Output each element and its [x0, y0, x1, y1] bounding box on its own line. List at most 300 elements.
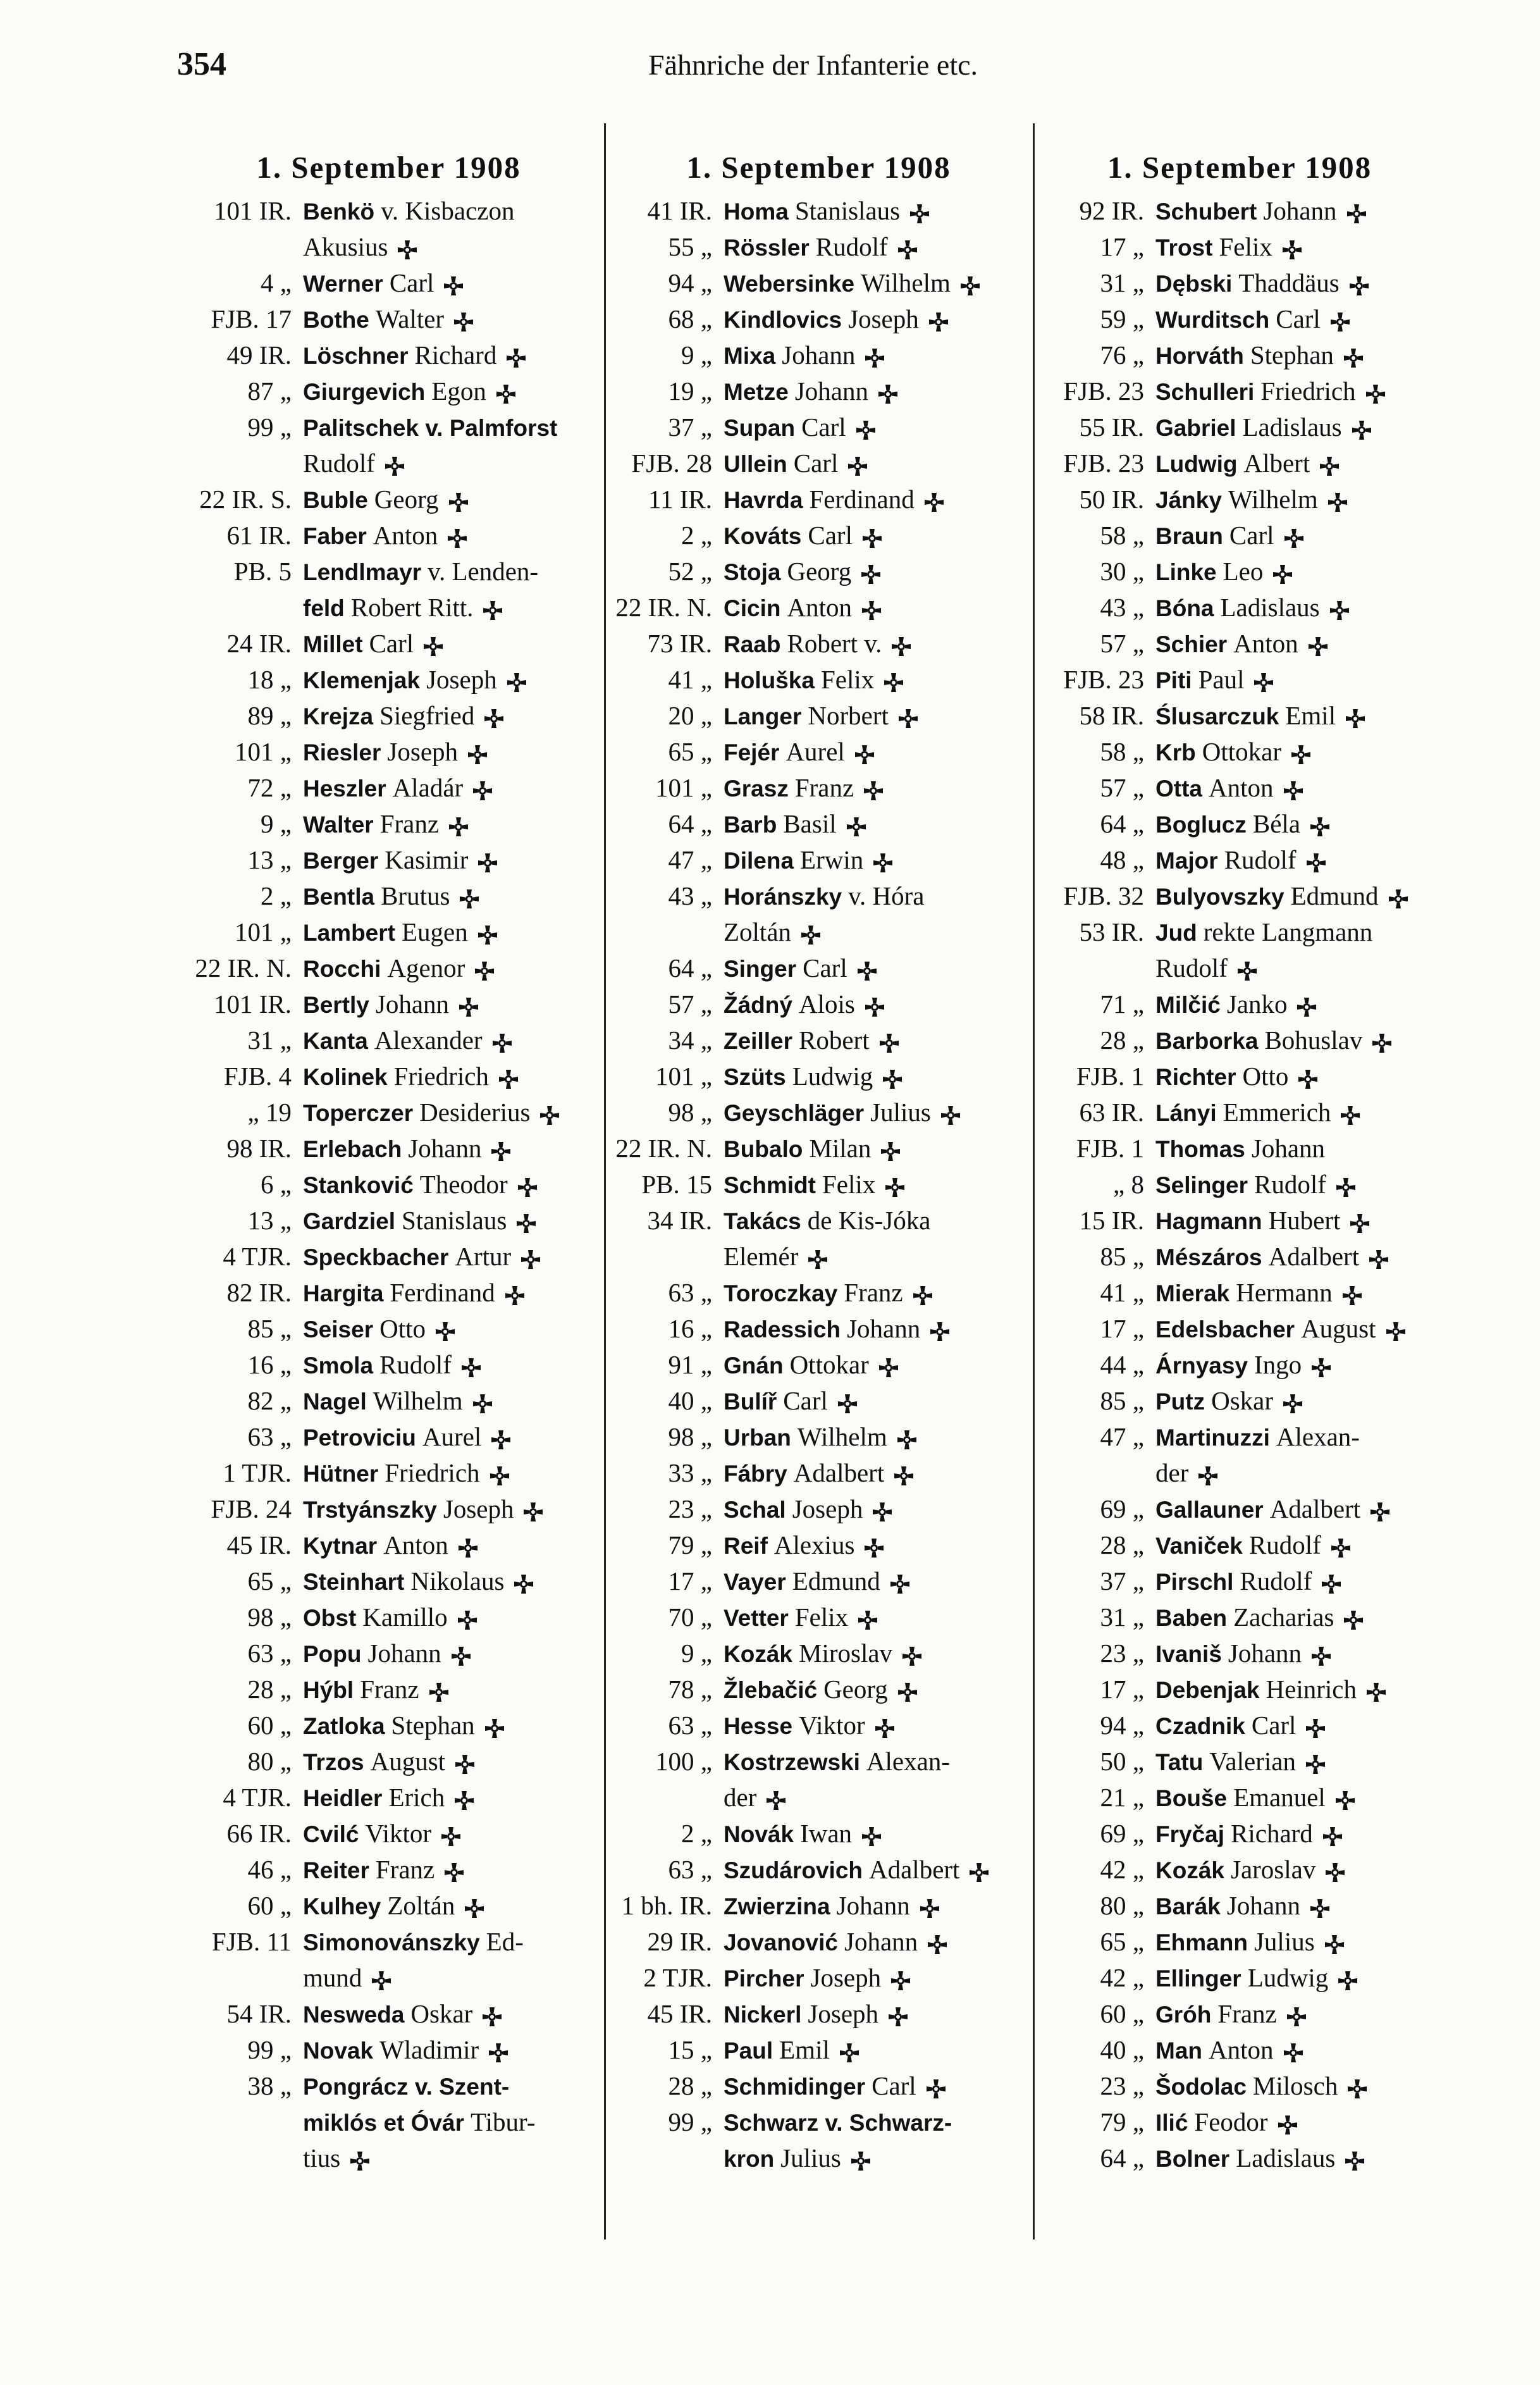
entry-row — [615, 1491, 1023, 1527]
merit-cross-icon — [1385, 1321, 1407, 1342]
person-name — [303, 1852, 593, 1888]
given-name: Wladimir — [379, 2035, 479, 2064]
merit-cross-icon — [491, 1032, 513, 1054]
merit-cross-icon — [1329, 600, 1350, 621]
surname: Faber — [303, 523, 367, 549]
merit-cross-icon — [1344, 2150, 1365, 2172]
surname: Kolinek — [303, 1064, 388, 1090]
given-name: Akusius — [303, 232, 388, 261]
surname: Szudárovich — [724, 1857, 863, 1883]
entry-row — [1040, 1311, 1439, 1347]
unit-label: 2 „ — [681, 1819, 712, 1848]
person-name — [724, 373, 1023, 409]
unit-label: 41 IR. — [647, 196, 712, 225]
merit-cross-icon — [912, 1285, 933, 1306]
merit-cross-icon — [477, 852, 498, 874]
merit-cross-icon — [854, 744, 875, 765]
person-name — [1155, 1744, 1439, 1780]
unit-label: FJB. 23 — [1063, 376, 1144, 406]
merit-cross-icon — [1310, 1645, 1332, 1667]
surname: Zwierzina — [724, 1893, 830, 1919]
person-name — [1155, 265, 1439, 301]
running-title: Fähnriche der Infanterie etc. — [648, 49, 978, 81]
person-name — [303, 1131, 593, 1167]
surname: Trost — [1155, 235, 1213, 261]
entry-row — [615, 1635, 1023, 1671]
unit-label: 30 „ — [1100, 557, 1144, 586]
given-name: Felix — [820, 665, 875, 694]
unit-label: 24 IR. — [226, 629, 292, 658]
entry-row — [185, 1275, 593, 1311]
merit-cross-icon — [878, 1357, 899, 1378]
entry-row — [615, 698, 1023, 734]
person-name — [1155, 1275, 1439, 1311]
person-name — [303, 1816, 593, 1852]
column-heading: 1. September 1908 — [256, 150, 521, 185]
merit-cross-icon — [1197, 1465, 1219, 1487]
unit-label: 58 „ — [1100, 521, 1144, 550]
column-2 — [615, 142, 1023, 2176]
unit-label: 50 IR. — [1079, 485, 1144, 514]
surname: Hagmann — [1155, 1208, 1262, 1234]
given-name: Felix — [822, 1170, 876, 1199]
merit-cross-icon — [522, 1501, 544, 1523]
given-name: Rudolf — [379, 1350, 452, 1379]
unit-label: 6 „ — [261, 1170, 292, 1199]
person-name — [303, 1347, 593, 1383]
surname: Ehmann — [1155, 1930, 1248, 1955]
given-name: Joseph — [810, 1963, 882, 1992]
given-name: Julius — [780, 2143, 841, 2172]
person-name — [1155, 1239, 1439, 1275]
given-name: Franz — [379, 809, 440, 838]
unit-label: 99 „ — [247, 2035, 292, 2064]
surname: Hargita — [303, 1280, 384, 1306]
entry-row — [1040, 1167, 1439, 1203]
given-name: Franz — [794, 773, 854, 802]
merit-cross-icon — [495, 383, 517, 405]
surname: Gróh — [1155, 2002, 1212, 2028]
given-name: der — [1155, 1458, 1189, 1487]
merit-cross-icon — [959, 275, 981, 297]
surname: Riesler — [303, 740, 381, 765]
merit-cross-icon — [1329, 311, 1351, 333]
unit-label: 82 IR. — [226, 1278, 292, 1307]
merit-cross-icon — [800, 924, 822, 946]
merit-cross-icon — [349, 2150, 371, 2172]
given-name: de Kis-Jóka — [807, 1206, 931, 1235]
surname: Otta — [1155, 776, 1202, 802]
surname: Krejza — [303, 703, 374, 729]
entry-row — [185, 1347, 593, 1383]
person-name — [724, 590, 1023, 626]
unit-label: 98 IR. — [226, 1134, 292, 1163]
merit-cross-icon — [919, 1898, 940, 1919]
given-name: Stanislaus — [794, 196, 901, 225]
given-name: Carl — [1276, 304, 1321, 333]
person-name — [1155, 590, 1439, 626]
person-name — [724, 770, 1023, 806]
surname: Bentla — [303, 884, 375, 910]
given-name: Brutus — [381, 881, 450, 910]
surname: Kozák — [1155, 1857, 1224, 1883]
entry-row — [615, 193, 1023, 229]
entry-row — [185, 626, 593, 662]
given-name: Johann — [1228, 1639, 1302, 1668]
given-name: mund — [303, 1963, 362, 1992]
entry-row — [1040, 2140, 1439, 2176]
surname: Paul — [724, 2038, 773, 2064]
merit-cross-icon — [1283, 780, 1304, 802]
merit-cross-icon — [1283, 528, 1305, 549]
merit-cross-icon — [1297, 1069, 1319, 1090]
entry-row — [1040, 1094, 1439, 1131]
unit-label: 22 IR. N. — [195, 953, 292, 982]
given-name: Leo — [1223, 557, 1264, 586]
unit-label: FJB. 28 — [631, 449, 712, 478]
page-number: 354 — [177, 46, 226, 82]
given-name: Ludwig — [1247, 1963, 1329, 1992]
unit-label: 38 „ — [247, 2071, 292, 2100]
surname: Popu — [303, 1641, 362, 1667]
person-name — [303, 409, 593, 445]
merit-cross-icon — [1371, 1032, 1393, 1054]
entry-continuation — [185, 229, 593, 265]
entry-row — [615, 1275, 1023, 1311]
merit-cross-icon — [481, 2006, 503, 2028]
entry-row — [185, 1599, 593, 1635]
person-name — [303, 1888, 593, 1924]
person-name — [1155, 662, 1439, 698]
surname: Lendlmayr — [303, 559, 422, 585]
surname: Linke — [1155, 559, 1217, 585]
surname: Pongrácz v. Szent- — [303, 2074, 510, 2100]
merit-cross-icon — [448, 492, 469, 513]
person-name — [303, 481, 593, 517]
merit-cross-icon — [878, 1032, 900, 1054]
person-name — [724, 1599, 1023, 1635]
entry-row — [185, 698, 593, 734]
unit-label: 82 „ — [247, 1386, 292, 1415]
surname: Schal — [724, 1497, 786, 1523]
person-name — [1155, 1347, 1439, 1383]
person-name — [724, 229, 1023, 265]
person-name — [1155, 229, 1439, 265]
surname: Bertly — [303, 992, 369, 1018]
surname: Seiser — [303, 1316, 374, 1342]
given-name: Iwan — [800, 1819, 853, 1848]
person-name — [303, 2140, 593, 2176]
unit-label: FJB. 23 — [1063, 665, 1144, 694]
entry-row — [1040, 1599, 1439, 1635]
unit-label: 94 „ — [1100, 1711, 1144, 1740]
unit-label: 63 „ — [247, 1639, 292, 1668]
given-name: Erwin — [800, 845, 864, 874]
column-heading: 1. September 1908 — [686, 150, 951, 185]
entry-row — [615, 1527, 1023, 1563]
unit-label: 60 „ — [247, 1891, 292, 1920]
entry-row — [1040, 698, 1439, 734]
merit-cross-icon — [850, 2150, 872, 2172]
column-3 — [1040, 142, 1439, 2176]
surname: Petroviciu — [303, 1425, 416, 1451]
merit-cross-icon — [1369, 1501, 1391, 1523]
surname: Vayer — [724, 1569, 786, 1595]
unit-label: 28 „ — [247, 1675, 292, 1704]
unit-label: 57 „ — [668, 989, 712, 1019]
entry-row — [615, 734, 1023, 770]
entry-row — [1040, 1491, 1439, 1527]
merit-cross-icon — [443, 1862, 465, 1883]
entry-row — [1040, 1383, 1439, 1419]
surname: Gabriel — [1155, 415, 1236, 441]
entry-row — [185, 1671, 593, 1707]
surname: Jud — [1155, 920, 1197, 946]
person-name — [724, 1924, 1023, 1960]
surname: Árnyasy — [1155, 1353, 1248, 1378]
entry-row — [1040, 1635, 1439, 1671]
merit-cross-icon — [1322, 1826, 1343, 1847]
entry-row — [615, 1347, 1023, 1383]
merit-cross-icon — [488, 2042, 509, 2064]
unit-label: 43 „ — [668, 881, 712, 910]
surname: Reif — [724, 1533, 768, 1559]
given-name: Franz — [375, 1855, 435, 1884]
unit-label — [615, 1239, 724, 1275]
person-name — [303, 626, 593, 662]
merit-cross-icon — [434, 1321, 456, 1342]
surname: Pirschl — [1155, 1569, 1234, 1595]
given-name: Robert — [799, 1025, 870, 1055]
unit-label: 87 „ — [247, 376, 292, 406]
person-name — [1155, 409, 1439, 445]
merit-cross-icon — [890, 1970, 911, 1992]
given-name: Oskar — [410, 1999, 473, 2028]
given-name: August — [1301, 1314, 1376, 1343]
given-name: Béla — [1252, 809, 1301, 838]
given-name: Friedrich — [1260, 376, 1356, 406]
given-name: Johann — [1263, 196, 1337, 225]
given-name: Milan — [809, 1134, 872, 1163]
person-name — [1155, 1563, 1439, 1599]
person-name — [724, 1383, 1023, 1419]
unit-label: 17 „ — [668, 1566, 712, 1595]
surname: Rocchi — [303, 956, 381, 982]
given-name: August — [370, 1747, 446, 1776]
surname: Cvilć — [303, 1821, 359, 1847]
merit-cross-icon — [1340, 1105, 1361, 1126]
surname: Zatloka — [303, 1713, 385, 1739]
entry-row — [615, 2032, 1023, 2068]
given-name: Ottokar — [789, 1350, 869, 1379]
entry-row — [615, 1022, 1023, 1058]
entry-row — [185, 1924, 593, 1960]
surname: Mészáros — [1155, 1244, 1262, 1270]
entry-row — [615, 409, 1023, 445]
merit-cross-icon — [1309, 816, 1331, 838]
entry-row — [185, 1383, 593, 1419]
person-name — [303, 1671, 593, 1707]
merit-cross-icon — [839, 2042, 860, 2064]
entry-row — [185, 986, 593, 1022]
unit-label — [185, 1960, 303, 1996]
person-name — [724, 1744, 1023, 1780]
unit-label: 31 „ — [247, 1025, 292, 1055]
person-name — [303, 698, 593, 734]
merit-cross-icon — [460, 1357, 482, 1378]
entry-row — [1040, 1780, 1439, 1816]
surname: Schmidt — [724, 1172, 816, 1198]
surname: Radessich — [724, 1316, 841, 1342]
entry-row — [185, 1167, 593, 1203]
entry-continuation — [185, 2104, 593, 2140]
entry-row — [185, 842, 593, 878]
unit-label: 28 „ — [668, 2071, 712, 2100]
surname: Jánky — [1155, 487, 1222, 513]
surname: Ślusarczuk — [1155, 703, 1279, 729]
surname: Wurditsch — [1155, 307, 1270, 333]
entry-row — [615, 481, 1023, 517]
unit-label: 4 TJR. — [223, 1783, 292, 1812]
unit-label: 13 „ — [247, 845, 292, 874]
entry-row — [615, 590, 1023, 626]
given-name: Agenor — [387, 953, 465, 982]
unit-label: 43 „ — [1100, 593, 1144, 622]
surname: Klemenjak — [303, 667, 421, 693]
merit-cross-icon — [846, 816, 867, 838]
entry-row — [1040, 1671, 1439, 1707]
given-name: Kamillo — [362, 1602, 448, 1632]
merit-cross-icon — [923, 492, 945, 513]
unit-label: 40 „ — [1100, 2035, 1144, 2064]
person-name — [724, 517, 1023, 554]
entry-row — [615, 1707, 1023, 1744]
page-header — [177, 46, 1442, 96]
entry-row — [1040, 1852, 1439, 1888]
entry-row — [615, 1311, 1023, 1347]
given-name: Anton — [1209, 2035, 1274, 2064]
given-name: Emil — [779, 2035, 830, 2064]
person-name — [724, 2104, 1023, 2140]
entry-row — [1040, 229, 1439, 265]
given-name: Erich — [388, 1783, 445, 1812]
surname: Cicin — [724, 595, 781, 621]
person-name — [303, 1599, 593, 1635]
surname: Grasz — [724, 776, 789, 802]
surname: Stanković — [303, 1172, 414, 1198]
merit-cross-icon — [472, 780, 493, 802]
given-name: Viktor — [365, 1819, 432, 1848]
unit-label: 22 IR. S. — [199, 485, 292, 514]
merit-cross-icon — [1324, 1862, 1346, 1883]
merit-cross-icon — [861, 1826, 882, 1847]
entry-row — [615, 1563, 1023, 1599]
entry-row — [615, 1094, 1023, 1131]
merit-cross-icon — [1307, 636, 1329, 657]
person-name — [303, 914, 593, 950]
unit-label: 42 „ — [1100, 1855, 1144, 1884]
surname: Homa — [724, 199, 789, 225]
person-name — [1155, 1527, 1439, 1563]
entry-row — [615, 229, 1023, 265]
surname: Piti — [1155, 667, 1192, 693]
merit-cross-icon — [1272, 564, 1293, 585]
surname: Speckbacher — [303, 1244, 449, 1270]
given-name: Siegfried — [379, 701, 475, 730]
merit-cross-icon — [1310, 1357, 1332, 1378]
unit-label: 17 „ — [1100, 232, 1144, 261]
entry-row — [615, 1671, 1023, 1707]
given-name: Rudolf — [1248, 1530, 1321, 1559]
entry-row — [185, 1816, 593, 1852]
unit-label: 4 TJR. — [223, 1242, 292, 1271]
given-name: Rudolf — [1240, 1566, 1312, 1595]
given-name: Emil — [1285, 701, 1336, 730]
entry-row — [185, 1239, 593, 1275]
person-name — [303, 1239, 593, 1275]
unit-label: 98 „ — [247, 1602, 292, 1632]
unit-label: 85 „ — [247, 1314, 292, 1343]
person-name — [1155, 1996, 1439, 2032]
person-name — [303, 1527, 593, 1563]
person-name — [303, 554, 593, 590]
person-name — [303, 950, 593, 986]
merit-cross-icon — [498, 1069, 519, 1090]
unit-label: 23 „ — [668, 1494, 712, 1523]
surname: Pircher — [724, 1966, 804, 1992]
entry-row — [1040, 265, 1439, 301]
unit-label: 47 „ — [668, 845, 712, 874]
surname: Lányi — [1155, 1100, 1217, 1126]
unit-label: FJB. 11 — [211, 1927, 292, 1956]
given-name: Rudolf — [303, 449, 375, 478]
given-name: Zacharias — [1233, 1602, 1334, 1632]
merit-cross-icon — [454, 1754, 476, 1775]
unit-label: 69 „ — [1100, 1819, 1144, 1848]
entry-row — [615, 2068, 1023, 2104]
unit-label — [1040, 1455, 1155, 1491]
given-name: Richard — [1231, 1819, 1313, 1848]
entry-row — [1040, 662, 1439, 698]
unit-label: 76 „ — [1100, 340, 1144, 369]
unit-label: FJB. 4 — [223, 1062, 292, 1091]
unit-label: 60 „ — [1100, 1999, 1144, 2028]
unit-label: 15 „ — [668, 2035, 712, 2064]
person-name — [1155, 1311, 1439, 1347]
entry-row — [1040, 1239, 1439, 1275]
unit-label: 64 „ — [668, 953, 712, 982]
given-name: Stephan — [1250, 340, 1334, 369]
person-name — [303, 590, 593, 626]
given-name: tius — [303, 2143, 341, 2172]
given-name: Carl — [803, 953, 847, 982]
unit-label: 33 „ — [668, 1458, 712, 1487]
surname: Bulíř — [724, 1389, 777, 1415]
person-name — [724, 554, 1023, 590]
given-name: Janko — [1226, 989, 1288, 1019]
merit-cross-icon — [453, 1790, 475, 1811]
person-name — [303, 770, 593, 806]
merit-cross-icon — [864, 996, 885, 1018]
entry-row — [185, 1744, 593, 1780]
given-name: Emmerich — [1223, 1098, 1331, 1127]
given-name: v. Hóra — [848, 881, 925, 910]
surname: Hütner — [303, 1461, 379, 1487]
given-name: Joseph — [443, 1494, 514, 1523]
entry-row — [1040, 1131, 1439, 1167]
person-name — [1155, 1131, 1439, 1167]
person-name — [724, 626, 1023, 662]
